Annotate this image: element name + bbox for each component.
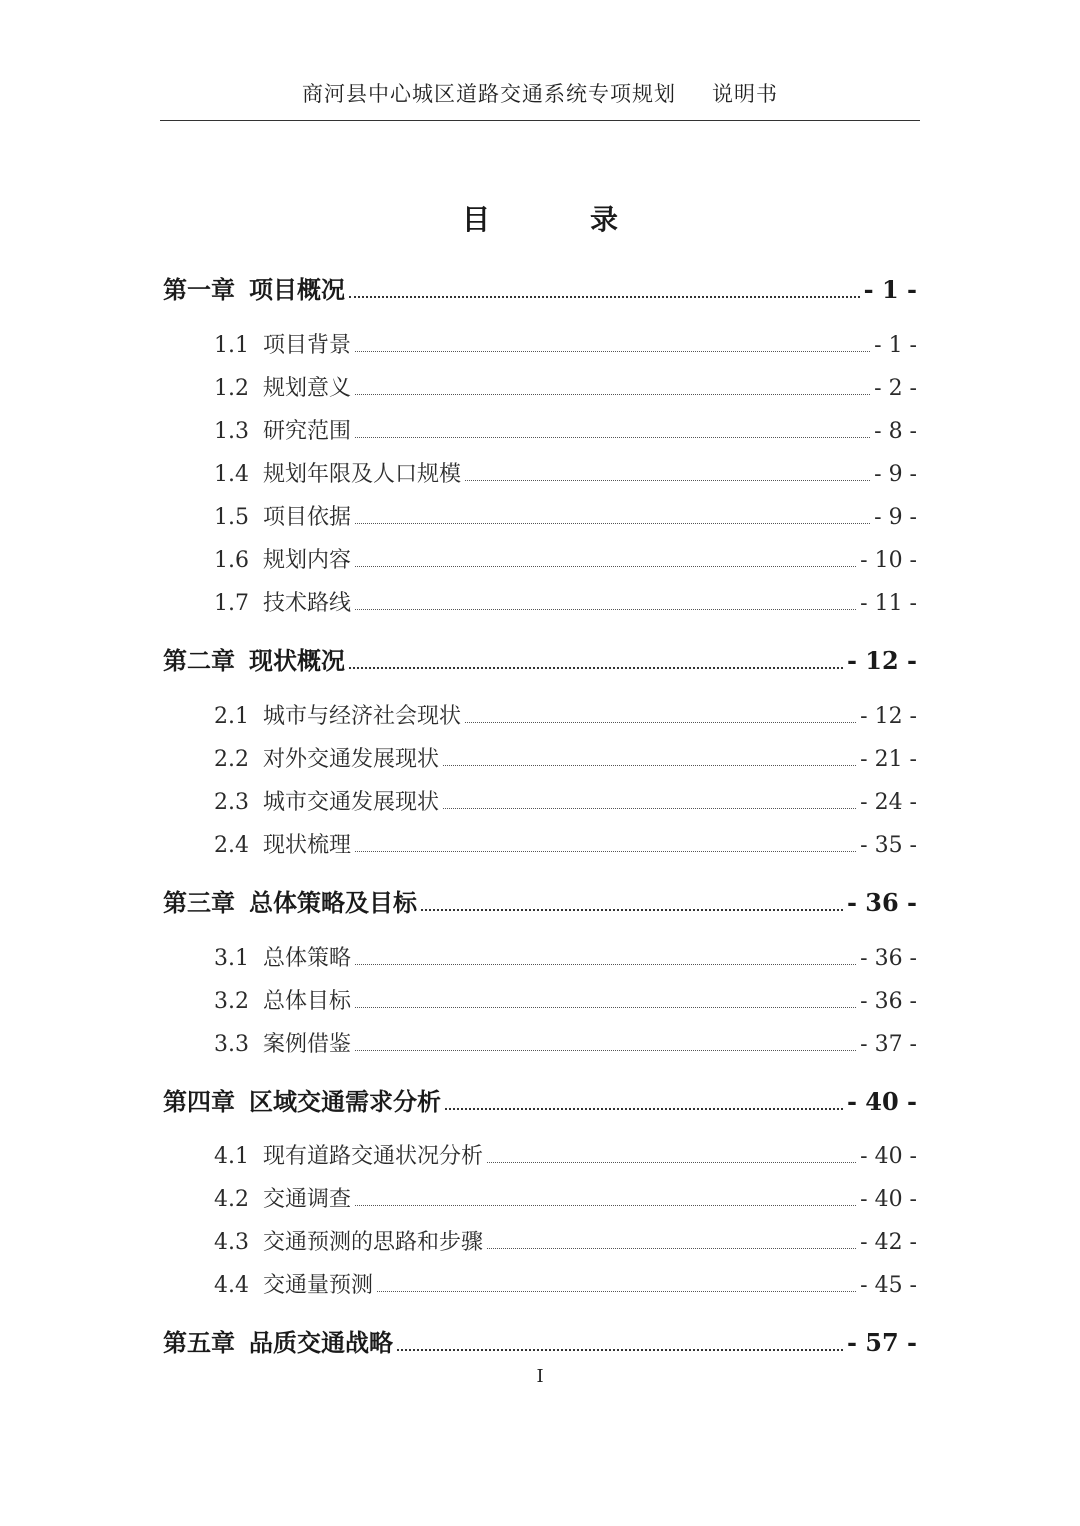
toc-section-entry [214,785,917,816]
toc-entry-page: - 10 - [860,548,917,573]
toc-section-entry [214,328,917,359]
toc-entry-title: 总体策略及目标 [249,888,417,917]
toc-entry-title: 技术路线 [263,591,352,616]
toc-entry-number: 4.3 [214,1230,249,1255]
toc-entry-title: 项目依据 [263,505,352,530]
toc-entry-number: 4.2 [214,1187,249,1212]
dot-leader [355,1205,856,1206]
toc-entry-number: 第四章 [163,1087,235,1116]
toc-section-entry [214,500,917,531]
toc-entry-title: 城市交通发展现状 [263,790,440,815]
toc-entry-page: - 40 - [846,1087,917,1116]
toc-entry-page: - 40 - [860,1187,917,1212]
dot-leader [355,609,856,610]
dot-leader [355,964,856,965]
toc-chapter-entry [163,641,917,676]
toc-entry-title: 规划年限及人口规模 [263,462,462,487]
toc-section-entry [214,371,917,402]
toc-section-entry [214,742,917,773]
dot-leader [465,722,856,723]
toc-entry-title: 规划意义 [263,376,352,401]
toc-section-entry [214,457,917,488]
toc-entry-title: 总体策略 [263,946,352,971]
dot-leader [445,1108,843,1110]
toc-entry-page: - 57 - [846,1328,917,1357]
toc-section-entry [214,1268,917,1299]
toc-entry-page: - 12 - [846,646,917,675]
toc-entry-number: 3.2 [214,989,249,1014]
toc-entry-page: - 24 - [860,790,917,815]
toc-entry-number: 1.1 [214,333,249,358]
toc-entry-page: - 2 - [874,376,917,401]
toc-entry-number: 1.5 [214,505,249,530]
toc-entry-title: 总体目标 [263,989,352,1014]
toc-entry-page: - 12 - [860,704,917,729]
toc-entry-page: - 9 - [874,462,917,487]
header-title: 商河县中心城区道路交通系统专项规划 [302,82,676,106]
toc-chapter-entry [163,270,917,305]
toc-entry-page: - 21 - [860,747,917,772]
toc-section-entry [214,1182,917,1213]
dot-leader [355,394,870,395]
dot-leader [377,1291,856,1292]
toc-entry-page: - 1 - [863,275,917,304]
toc-entry-number: 2.2 [214,747,249,772]
toc-entry-page: - 36 - [860,989,917,1014]
toc-entry-number: 3.3 [214,1032,249,1057]
toc-entry-page: - 9 - [874,505,917,530]
dot-leader [349,296,860,298]
toc-heading: 目 录 [461,203,654,236]
toc-entry-number: 4.4 [214,1273,249,1298]
dot-leader [465,480,870,481]
toc-entry-page: - 42 - [860,1230,917,1255]
dot-leader [355,851,856,852]
toc-entry-number: 4.1 [214,1144,249,1169]
toc-entry-page: - 36 - [846,888,917,917]
dot-leader [487,1248,856,1249]
toc-section-entry [214,828,917,859]
toc-entry-page: - 11 - [860,591,917,616]
running-header [160,78,920,108]
toc-entry-title: 现状概况 [249,646,345,675]
toc-section-entry [214,984,917,1015]
dot-leader [355,523,870,524]
toc-entry-title: 城市与经济社会现状 [263,704,462,729]
page-number: I [536,1366,544,1387]
toc-entry-page: - 40 - [860,1144,917,1169]
toc-section-entry [214,699,917,730]
toc-entry-number: 1.4 [214,462,249,487]
toc-entry-title: 交通调查 [263,1187,352,1212]
toc-chapter-entry [163,883,917,918]
toc-entry-page: - 1 - [874,333,917,358]
dot-leader [355,351,870,352]
toc-entry-title: 现状梳理 [263,833,352,858]
dot-leader [355,1050,856,1051]
dot-leader [349,667,843,669]
dot-leader [355,566,856,567]
toc-entry-title: 现有道路交通状况分析 [263,1144,484,1169]
toc-entry-number: 1.7 [214,591,249,616]
dot-leader [355,1007,856,1008]
dot-leader [443,765,856,766]
dot-leader [443,808,856,809]
toc-entry-number: 第二章 [163,646,235,675]
toc-section-entry [214,543,917,574]
toc-entry-number: 第五章 [163,1328,235,1357]
toc-entry-number: 3.1 [214,946,249,971]
toc-chapter-entry [163,1323,917,1358]
toc-section-entry [214,586,917,617]
dot-leader [487,1162,856,1163]
toc-entry-page: - 45 - [860,1273,917,1298]
toc-entry-number: 1.6 [214,548,249,573]
toc-entry-page: - 36 - [860,946,917,971]
header-divider [160,120,920,121]
toc-entry-number: 1.2 [214,376,249,401]
toc-entry-number: 第一章 [163,275,235,304]
toc-entry-title: 项目背景 [263,333,352,358]
toc-entry-title: 对外交通发展现状 [263,747,440,772]
toc-entry-title: 研究范围 [263,419,352,444]
toc-entry-number: 2.3 [214,790,249,815]
toc-section-entry [214,1139,917,1170]
toc-entry-number: 1.3 [214,419,249,444]
toc-entry-title: 品质交通战略 [249,1328,393,1357]
toc-entry-title: 交通预测的思路和步骤 [263,1230,484,1255]
toc-entry-title: 区域交通需求分析 [249,1087,441,1116]
toc-entry-title: 交通量预测 [263,1273,374,1298]
toc-entry-title: 规划内容 [263,548,352,573]
toc-section-entry [214,1225,917,1256]
toc-entry-number: 第三章 [163,888,235,917]
toc-entry-title: 案例借鉴 [263,1032,352,1057]
dot-leader [355,437,870,438]
toc-entry-page: - 35 - [860,833,917,858]
dot-leader [397,1349,843,1351]
toc-entry-title: 项目概况 [249,275,345,304]
toc-entry-page: - 8 - [874,419,917,444]
dot-leader [421,909,843,911]
toc-section-entry [214,414,917,445]
toc-section-entry [214,941,917,972]
toc-entry-number: 2.1 [214,704,249,729]
toc-entry-page: - 37 - [860,1032,917,1057]
toc-chapter-entry [163,1082,917,1117]
toc-section-entry [214,1027,917,1058]
toc-entry-number: 2.4 [214,833,249,858]
header-doc-type: 说明书 [712,82,778,106]
